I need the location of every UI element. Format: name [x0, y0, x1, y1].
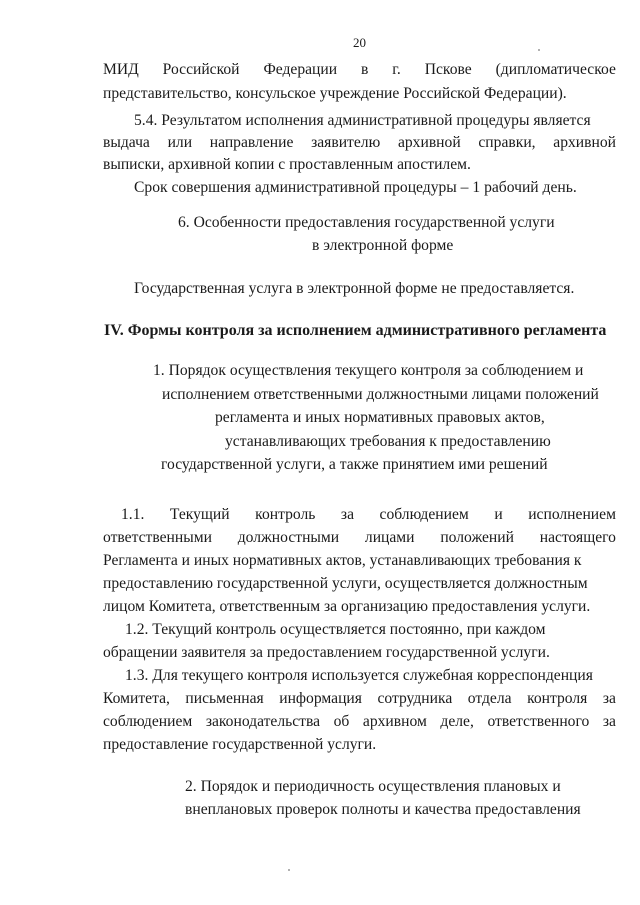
word: в: [361, 61, 369, 78]
text-line: Срок совершения административной процедуры – 1 рабочий день.: [134, 179, 577, 196]
text-line: 1.3. Для текущего контроля используется служебная корреспонденция: [125, 667, 593, 684]
word: исполнением: [528, 506, 616, 523]
word: об: [333, 713, 350, 730]
word: архивной: [397, 134, 461, 151]
word: или: [167, 134, 193, 151]
text-line: выписки, архивной копии с проставленным апостилем.: [103, 156, 471, 173]
word: за: [340, 506, 354, 523]
justified-line: [103, 714, 616, 730]
subsection-heading: регламента и иных нормативных правовых актов,: [215, 409, 545, 426]
word: сотрудника: [377, 690, 453, 707]
justified-line: [121, 507, 616, 523]
text-line: лицом Комитета, ответственным за организацию предоставления услуги.: [103, 598, 591, 615]
word: 1.1.: [121, 506, 145, 523]
word: отдела: [467, 690, 512, 707]
section-heading: 6. Особенности предоставления государственной услуги: [178, 214, 555, 231]
word: справки,: [478, 134, 536, 151]
word: направление: [209, 134, 294, 151]
word: ответственного: [487, 713, 590, 730]
justified-line: [103, 530, 616, 546]
word: выдача: [103, 134, 150, 151]
subsection-heading: исполнением ответственными должностными лицами положений: [162, 386, 599, 403]
word: соблюдением: [103, 713, 193, 730]
word: письменная: [185, 690, 264, 707]
word: МИД: [103, 61, 139, 78]
scan-speck: [538, 49, 540, 51]
text-line: предоставление государственной услуги.: [103, 736, 377, 753]
word: Комитета,: [103, 690, 170, 707]
section-heading: в электронной форме: [312, 237, 454, 254]
word: за: [602, 690, 616, 707]
word: ответственными: [103, 529, 212, 546]
word: контроль: [255, 506, 316, 523]
subsection-heading: государственной услуги, а также принятием ими решений: [161, 456, 548, 473]
word: законодательства: [205, 713, 321, 730]
word: (дипломатическое: [495, 61, 616, 78]
text-line: Государственная услуга в электронной форме не предоставляется.: [134, 280, 575, 297]
justified-line: [103, 691, 616, 707]
word: соблюдением: [379, 506, 469, 523]
word: заявителю: [311, 134, 381, 151]
text-line: 1.2. Текущий контроль осуществляется постоянно, при каждом: [125, 621, 546, 638]
page-number: 20: [353, 35, 366, 50]
chapter-title: IV. Формы контроля за исполнением административного регламента: [104, 322, 607, 339]
text-line: представительство, консульское учреждение Российской Федерации).: [103, 85, 567, 102]
scan-speck: [288, 869, 290, 871]
word: архивном: [362, 713, 427, 730]
word: Федерации: [263, 61, 338, 78]
word: настоящего: [539, 529, 616, 546]
subsection-heading: 2. Порядок и периодичность осуществления плановых и: [185, 778, 561, 795]
subsection-heading: устанавливающих требования к предоставлению: [225, 433, 551, 450]
text-line: обращении заявителя за предоставлением государственной услуги.: [103, 644, 550, 661]
word: лицами: [364, 529, 415, 546]
subsection-heading: 1. Порядок осуществления текущего контроля за соблюдением и: [153, 362, 584, 379]
word: Текущий: [169, 506, 230, 523]
subsection-heading: внеплановых проверок полноты и качества предоставления: [185, 801, 581, 818]
word: деле,: [440, 713, 474, 730]
justified-line: [103, 135, 616, 151]
word: контроля: [527, 690, 588, 707]
word: г.: [392, 61, 401, 78]
text-line: 5.4. Результатом исполнения административной процедуры является: [134, 112, 591, 129]
justified-line: [103, 62, 616, 78]
word: за: [602, 713, 616, 730]
text-line: предоставлению государственной услуги, осуществляется должностным: [103, 575, 588, 592]
word: архивной: [553, 134, 616, 151]
word: положений: [440, 529, 514, 546]
word: информация: [279, 690, 362, 707]
word: и: [494, 506, 503, 523]
text-line: Регламента и иных нормативных актов, устанавливающих требования к: [103, 552, 582, 569]
word: должностными: [237, 529, 340, 546]
word: Российской: [162, 61, 240, 78]
word: Пскове: [424, 61, 472, 78]
